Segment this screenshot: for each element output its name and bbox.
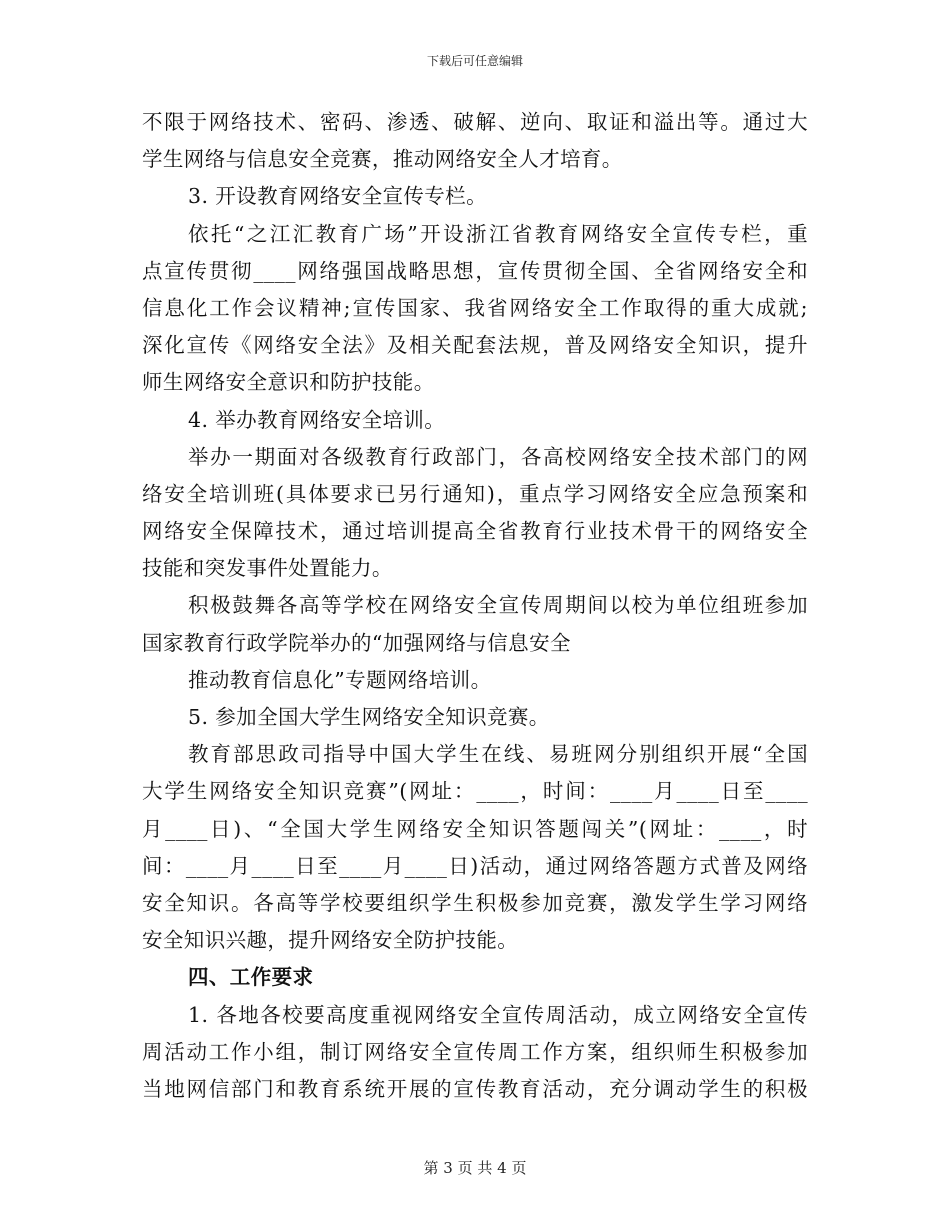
paragraph-line: 间：____月____日至____月____日)活动，通过网络答题方式普及网络	[142, 853, 808, 878]
paragraph-line: 深化宣传《网络安全法》及相关配套法规，普及网络安全知识，提升	[142, 333, 808, 358]
paragraph-line: 安全知识兴趣，提升网络安全防护技能。	[142, 928, 519, 953]
paragraph-line: 师生网络安全意识和防护技能。	[142, 370, 435, 395]
paragraph-line: 技能和突发事件处置能力。	[142, 556, 393, 581]
paragraph-line: 络安全培训班(具体要求已另行通知)，重点学习网络安全应急预案和	[142, 481, 808, 506]
paragraph-line: 1. 各地各校要高度重视网络安全宣传周活动，成立网络安全宣传	[188, 1002, 808, 1027]
paragraph-line: 国家教育行政学院举办的“加强网络与信息安全	[142, 630, 571, 655]
paragraph-line: 推动教育信息化”专题网络培训。	[188, 667, 492, 692]
paragraph-line: 不限于网络技术、密码、渗透、破解、逆向、取证和溢出等。通过大	[142, 110, 808, 134]
chapter-heading: 四、工作要求	[188, 965, 314, 990]
page-header: 下载后可任意编辑	[426, 54, 523, 68]
paragraph-line: 安全知识。各高等学校要组织学生积极参加竞赛，激发学生学习网络	[142, 890, 808, 915]
page-footer: 第 3 页 共 4 页	[423, 1159, 527, 1177]
paragraph-line: 学生网络与信息安全竞赛，推动网络安全人才培育。	[142, 147, 623, 172]
paragraph-line: 月____日)、“全国大学生网络安全知识答题闯关”(网址：____，时	[142, 816, 808, 841]
section-heading: 3. 开设教育网络安全宣传专栏。	[188, 184, 487, 209]
paragraph-line: 依托“之江汇教育广场”开设浙江省教育网络安全宣传专栏，重	[188, 221, 808, 246]
paragraph-line: 周活动工作小组，制订网络安全宣传周工作方案，组织师生积极参加	[142, 1039, 808, 1064]
section-heading: 5. 参加全国大学生网络安全知识竞赛。	[188, 705, 550, 729]
section-heading: 4. 举办教育网络安全培训。	[188, 407, 446, 432]
paragraph-line: 教育部思政司指导中国大学生在线、易班网分别组织开展“全国	[188, 742, 808, 767]
paragraph-line: 当地网信部门和教育系统开展的宣传教育活动，充分调动学生的积极	[142, 1076, 808, 1101]
paragraph-line: 信息化工作会议精神;宣传国家、我省网络安全工作取得的重大成就;	[142, 295, 808, 320]
paragraph-line: 大学生网络安全知识竞赛”(网址：____，时间：____月____日至____	[142, 779, 808, 804]
paragraph-line: 举办一期面对各级教育行政部门，各高校网络安全技术部门的网	[188, 444, 808, 469]
document-body	[142, 104, 808, 1108]
paragraph-line: 点宣传贯彻____网络强国战略思想，宣传贯彻全国、全省网络安全和	[142, 258, 808, 283]
paragraph-line: 积极鼓舞各高等学校在网络安全宣传周期间以校为单位组班参加	[188, 593, 808, 618]
paragraph-line: 网络安全保障技术，通过培训提高全省教育行业技术骨干的网络安全	[142, 519, 808, 544]
